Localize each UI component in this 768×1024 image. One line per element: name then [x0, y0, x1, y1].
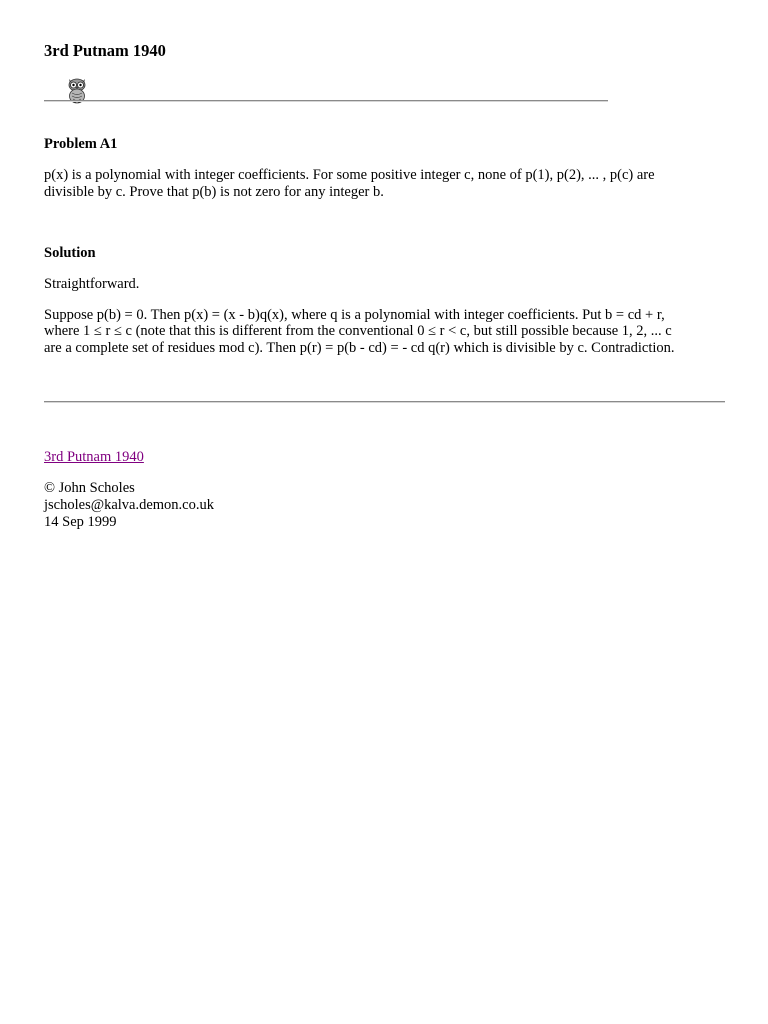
putnam-1940-link[interactable]: 3rd Putnam 1940 [44, 449, 144, 465]
copyright-text: © John Scholes [44, 480, 135, 496]
publication-date: 14 Sep 1999 [44, 514, 117, 530]
solution-intro: Straightforward. [44, 276, 140, 292]
solution-text-line-3: are a complete set of residues mod c). Then p(r) = p(b - cd) = - cd q(r) which is divisible by c. Contradiction. [44, 340, 675, 356]
solution-text-line-1: Suppose p(b) = 0. Then p(x) = (x - b)q(x), where q is a polynomial with integer coefficients. Put b = cd + r, [44, 307, 665, 323]
problem-heading: Problem A1 [44, 136, 118, 152]
problem-statement-line-2: divisible by c. Prove that p(b) is not zero for any integer b. [44, 184, 384, 200]
author-email: jscholes@kalva.demon.co.uk [44, 497, 214, 513]
solution-text-line-2: where 1 ≤ r ≤ c (note that this is different from the conventional 0 ≤ r < c, but still possible because 1, 2, ... c [44, 323, 672, 339]
top-divider [44, 100, 608, 102]
page-title: 3rd Putnam 1940 [44, 41, 166, 60]
problem-statement-line-1: p(x) is a polynomial with integer coefficients. For some positive integer c, none of p(1), p(2), ... , p(c) are [44, 167, 655, 183]
solution-heading: Solution [44, 245, 96, 261]
bottom-divider [44, 401, 725, 403]
